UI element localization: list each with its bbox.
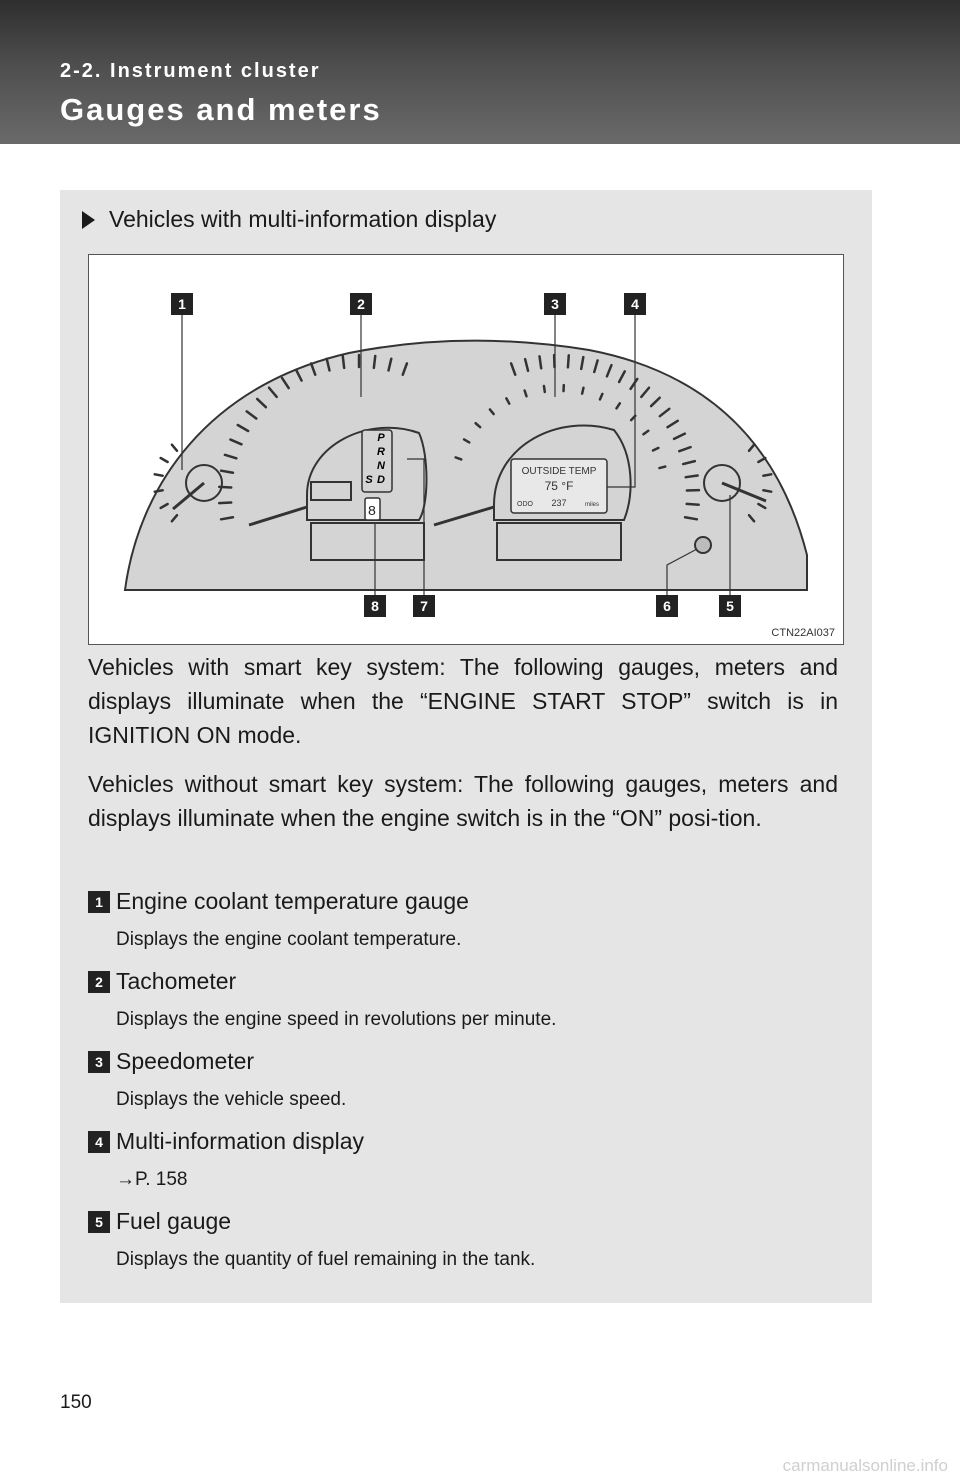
item-multi-info-display (88, 1128, 848, 1191)
instrument-cluster-figure (88, 254, 844, 645)
item-label: Fuel gauge (116, 1208, 232, 1234)
gauge-tick (687, 504, 699, 505)
gauge-tick (582, 388, 583, 394)
display-temp-value: 75 °F (544, 479, 574, 493)
callout-number-3: 3 (551, 296, 559, 312)
watermark: carmanualsonline.info (782, 1456, 948, 1475)
callout-number-5: 5 (726, 598, 734, 614)
gear-letter-p: P (377, 432, 385, 444)
gauge-tick (686, 476, 698, 478)
number-3-icon: 3 (88, 1051, 110, 1073)
callout-number-1: 1 (178, 296, 186, 312)
gear-letter-d: D (377, 474, 385, 486)
instrument-cluster-illustration (89, 255, 845, 646)
gauge-tick (155, 490, 163, 491)
item-label: Tachometer (116, 968, 237, 994)
page-title: Gauges and meters (60, 92, 382, 127)
page-header (0, 0, 960, 144)
gear-digit: 8 (367, 504, 377, 520)
gauge-tick (763, 474, 771, 475)
gauge-tick (374, 356, 375, 368)
gauge-tick (763, 490, 771, 491)
display-odo-unit: miles (584, 502, 599, 508)
gauge-tick (343, 356, 344, 368)
paragraph-smart-key: Vehicles with smart key system: The following gauges, meters and displays illuminate when the “ENGINE START STOP” switch is in IGNITION ON mode. (88, 654, 838, 748)
number-2-icon: 2 (88, 971, 110, 993)
display-odo-value: 237 (551, 498, 567, 508)
gauge-tick (544, 386, 545, 392)
indicator-light (695, 537, 711, 553)
paragraph-no-smart-key: Vehicles without smart key system: The following gauges, meters and displays illuminate when the engine switch is in the “ON” posi-tion. (88, 771, 838, 831)
vehicle-heading (82, 206, 496, 233)
item-description: Displays the engine speed in revolutions per minute. (116, 1009, 557, 1030)
gauge-tick (172, 445, 177, 451)
number-5-icon: 5 (88, 1211, 110, 1233)
page-reference-link[interactable]: →P. 158 (116, 1169, 188, 1190)
arrow-right-icon (82, 211, 95, 229)
number-1-icon: 1 (88, 891, 110, 913)
item-coolant-gauge (88, 888, 848, 951)
gauge-tick (219, 502, 231, 503)
item-description: Displays the quantity of fuel remaining in the tank. (116, 1249, 536, 1270)
callout-number-2: 2 (357, 296, 365, 312)
gauge-tick (219, 487, 231, 488)
vehicle-heading-text: Vehicles with multi-information display (109, 206, 497, 232)
gauge-tick (540, 356, 542, 368)
item-label: Multi-information display (116, 1128, 364, 1154)
item-label: Speedometer (116, 1048, 255, 1074)
gauge-tick (568, 355, 569, 367)
section-title: 2-2. Instrument cluster (60, 60, 321, 82)
gauge-tick (525, 391, 527, 397)
item-description: Displays the engine coolant temperature. (116, 929, 462, 950)
item-tachometer (88, 968, 848, 1031)
display-odo-label: ODO (517, 501, 533, 508)
gauge-tick (161, 458, 168, 462)
figure-code: CTN22AI037 (771, 627, 835, 639)
item-fuel-gauge (88, 1208, 848, 1271)
gear-letter-r: R (377, 446, 385, 458)
gear-letter-n: N (377, 460, 385, 472)
callout-number-7: 7 (420, 598, 428, 614)
item-speedometer (88, 1048, 848, 1111)
gear-letter-s: S (365, 474, 373, 486)
number-4-icon: 4 (88, 1131, 110, 1153)
callout-number-8: 8 (371, 598, 379, 614)
callout-number-4: 4 (631, 296, 639, 312)
display-outside-temp-label: OUTSIDE TEMP (521, 466, 597, 477)
gauge-tick (659, 467, 665, 469)
page-number: 150 (60, 1392, 92, 1413)
callout-number-6: 6 (663, 598, 671, 614)
item-description: Displays the vehicle speed. (116, 1089, 347, 1110)
item-label: Engine coolant temperature gauge (116, 888, 469, 914)
gauge-tick (155, 474, 163, 475)
